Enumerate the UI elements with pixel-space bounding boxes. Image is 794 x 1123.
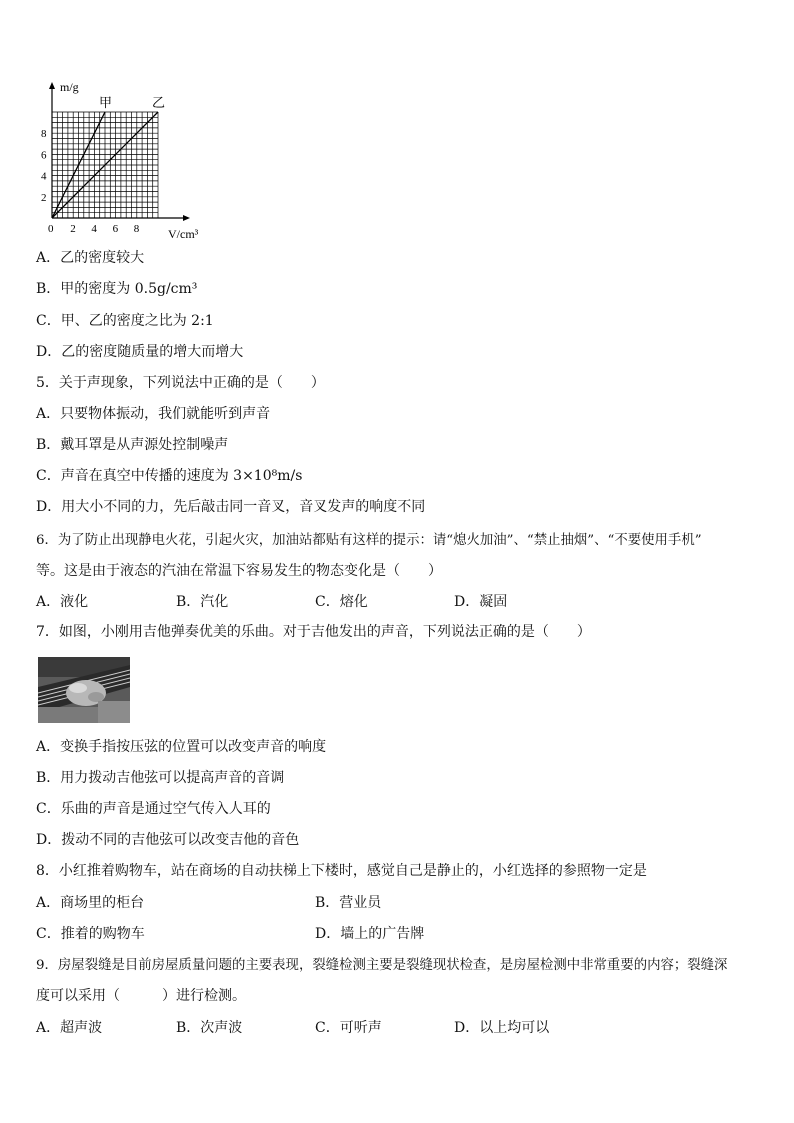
q7-stem: 7．如图，小刚用吉他弹奏优美的乐曲。对于吉他发出的声音，下列说法正确的是（ ） — [36, 624, 591, 640]
q4-option-d: D．乙的密度随质量的增大而增大 — [36, 344, 244, 360]
x-tick-label: 8 — [133, 223, 140, 235]
y-axis-arrow — [49, 82, 55, 89]
q9-stem-line2: 度可以采用（ ）进行检测。 — [36, 988, 246, 1004]
q9-stem-line1: 9．房屋裂缝是目前房屋质量问题的主要表现，裂缝检测主要是裂缝现状检查，是房屋检测中非常重要的内容；裂缝深 — [36, 958, 728, 973]
q4-option-c: C．甲、乙的密度之比为 2:1 — [36, 313, 214, 329]
x-tick-label: 6 — [112, 223, 119, 235]
q5-option-c: C．声音在真空中传播的速度为 3×10⁸m/s — [36, 468, 303, 484]
y-tick-label: 6 — [41, 149, 47, 162]
q9-option-b: B．次声波 — [176, 1020, 243, 1036]
q6-option-c: C．熔化 — [315, 594, 368, 610]
q7-option-d: D．拨动不同的吉他弦可以改变吉他的音色 — [36, 832, 300, 848]
q5-option-a: A．只要物体振动，我们就能听到声音 — [36, 406, 271, 422]
x-tick-label: 2 — [70, 223, 76, 235]
y-axis-label: m/g — [60, 80, 79, 94]
q5-option-b: B．戴耳罩是从声源处控制噪声 — [36, 437, 229, 453]
q5-stem: 5．关于声现象，下列说法中正确的是（ ） — [36, 375, 325, 391]
q8-option-a: A．商场里的柜台 — [36, 895, 145, 911]
q8-stem: 8．小红推着购物车，站在商场的自动扶梯上下楼时，感觉自己是静止的，小红选择的参照物一定是 — [36, 863, 647, 879]
y-tick-label: 2 — [41, 191, 47, 204]
q8-option-b: B．营业员 — [315, 895, 382, 911]
x-axis-arrow — [183, 215, 190, 221]
x-tick-label: 4 — [91, 223, 97, 235]
q9-option-c: C．可听声 — [315, 1020, 382, 1036]
q6-option-b: B．汽化 — [176, 594, 229, 610]
q7-option-b: B．用力拨动吉他弦可以提高声音的音调 — [36, 770, 285, 786]
x-axis-label: V/cm³ — [168, 227, 199, 238]
x-tick-label: 0 — [48, 223, 54, 235]
q4-option-a: A．乙的密度较大 — [36, 250, 145, 266]
q6-option-d: D．凝固 — [454, 594, 508, 610]
mass-volume-chart — [34, 78, 224, 238]
q9-option-d: D．以上均可以 — [454, 1020, 550, 1036]
q4-option-b: B．甲的密度为 0.5g/cm³ — [36, 281, 198, 297]
q9-option-a: A．超声波 — [36, 1020, 103, 1036]
q8-option-d: D．墙上的广告牌 — [315, 926, 425, 942]
y-tick-label: 8 — [41, 128, 47, 141]
q6-stem-line2: 等。这是由于液态的汽油在常温下容易发生的物态变化是（ ） — [36, 563, 442, 579]
q7-option-c: C．乐曲的声音是通过空气传入人耳的 — [36, 801, 271, 817]
q8-option-c: C．推着的购物车 — [36, 926, 145, 942]
series-label-1: 甲 — [99, 96, 113, 111]
guitar-photo — [38, 657, 130, 723]
q5-option-d: D．用大小不同的力，先后敲击同一音叉，音叉发声的响度不同 — [36, 499, 426, 515]
series-label-2: 乙 — [152, 96, 166, 111]
y-tick-label: 4 — [41, 170, 47, 183]
q6-stem-line1: 6．为了防止出现静电火花，引起火灾，加油站都贴有这样的提示：请“熄火加油”、“禁止抽烟”、“不要使用手机” — [36, 533, 702, 548]
q6-option-a: A．液化 — [36, 594, 89, 610]
q7-option-a: A．变换手指按压弦的位置可以改变声音的响度 — [36, 739, 327, 755]
